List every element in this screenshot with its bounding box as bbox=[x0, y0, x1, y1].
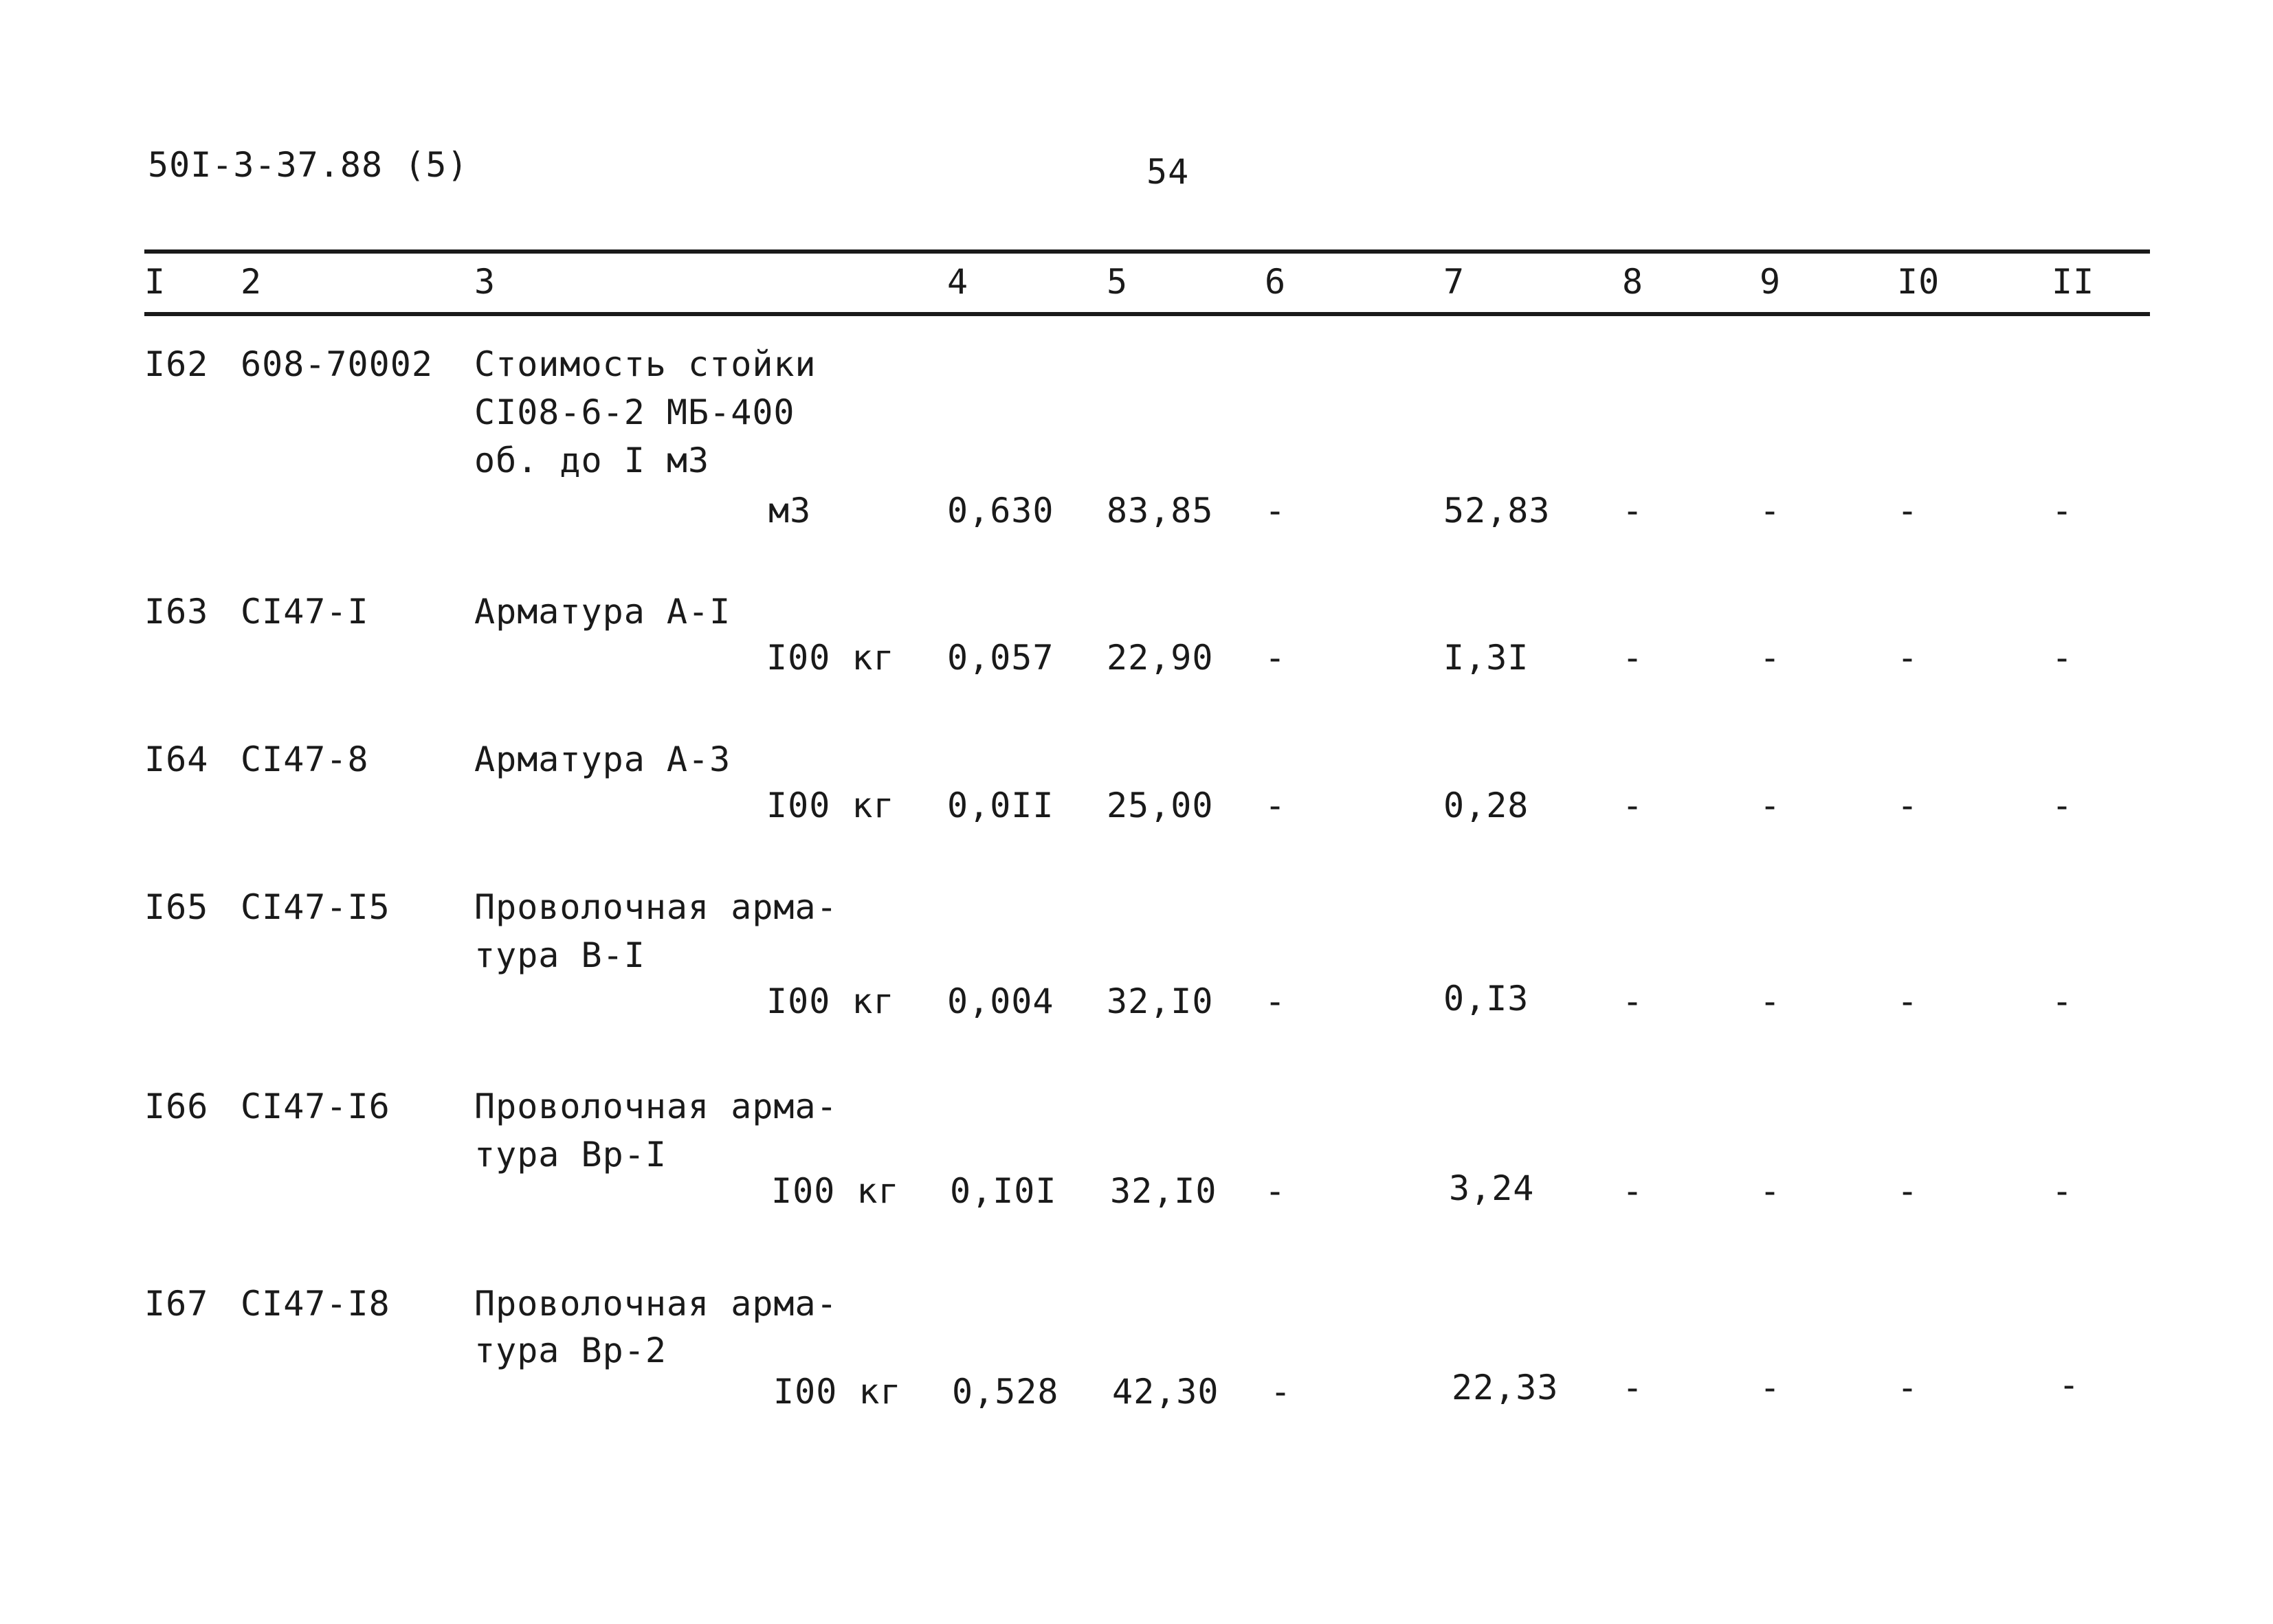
row-col-8: - bbox=[1622, 1171, 1644, 1211]
row-unit: I00 кг bbox=[766, 786, 895, 825]
column-header-5: 5 bbox=[1107, 262, 1129, 302]
row-description-line: Арматура А-3 bbox=[474, 739, 731, 779]
column-header-10: I0 bbox=[1897, 262, 1940, 302]
document-code: 50I-3-37.88 (5) bbox=[148, 145, 469, 185]
row-code: СI47-I5 bbox=[241, 887, 390, 927]
row-unit: I00 кг bbox=[766, 638, 895, 678]
row-col-10: - bbox=[1897, 981, 1919, 1021]
row-number: I67 bbox=[144, 1284, 209, 1324]
row-col-6: - bbox=[1265, 491, 1287, 531]
row-col-9: - bbox=[1760, 1171, 1782, 1211]
row-total: 3,24 bbox=[1449, 1168, 1535, 1208]
row-total: 22,33 bbox=[1452, 1368, 1559, 1408]
row-col-8: - bbox=[1622, 638, 1644, 678]
row-col-9: - bbox=[1760, 638, 1782, 678]
row-col-9: - bbox=[1760, 491, 1782, 531]
column-header-9: 9 bbox=[1760, 262, 1782, 302]
row-description-line: тура В-I bbox=[474, 935, 645, 975]
row-quantity: 0,057 bbox=[947, 638, 1054, 678]
row-col-11: - bbox=[2052, 981, 2074, 1021]
row-code: СI47-I8 bbox=[241, 1284, 390, 1324]
row-quantity: 0,0II bbox=[947, 786, 1054, 825]
column-header-4: 4 bbox=[947, 262, 969, 302]
row-col-11: - bbox=[2052, 1171, 2074, 1211]
row-description-line: Стоимость стойки bbox=[474, 344, 817, 384]
row-description-line: тура Вр-I bbox=[474, 1135, 667, 1175]
column-header-3: 3 bbox=[474, 262, 496, 302]
column-header-7: 7 bbox=[1443, 262, 1465, 302]
row-description-line: тура Вр-2 bbox=[474, 1331, 667, 1370]
row-description-line: об. до I м3 bbox=[474, 441, 710, 480]
row-col-9: - bbox=[1760, 981, 1782, 1021]
row-code: 608-70002 bbox=[241, 344, 433, 384]
table-header-rule bbox=[144, 312, 2150, 316]
column-header-6: 6 bbox=[1265, 262, 1287, 302]
row-col-10: - bbox=[1897, 1368, 1919, 1408]
row-col-11: - bbox=[2052, 491, 2074, 531]
column-header-11: II bbox=[2052, 262, 2095, 302]
row-description-line: Проволочная арма- bbox=[474, 887, 838, 927]
row-unit-price: 83,85 bbox=[1107, 491, 1214, 531]
row-col-6: - bbox=[1265, 786, 1287, 825]
row-col-8: - bbox=[1622, 786, 1644, 825]
row-col-10: - bbox=[1897, 786, 1919, 825]
row-unit-price: 32,I0 bbox=[1107, 981, 1214, 1021]
row-description-line: Проволочная арма- bbox=[474, 1087, 838, 1126]
row-col-11: - bbox=[2052, 786, 2074, 825]
row-unit: м3 bbox=[768, 491, 812, 531]
row-number: I62 bbox=[144, 344, 209, 384]
row-unit-price: 42,30 bbox=[1112, 1372, 1219, 1412]
row-unit: I00 кг bbox=[766, 981, 895, 1021]
row-total: I,3I bbox=[1443, 638, 1529, 678]
column-header-1: I bbox=[144, 262, 166, 302]
row-col-6: - bbox=[1265, 1171, 1287, 1211]
row-unit: I00 кг bbox=[771, 1171, 900, 1211]
row-unit: I00 кг bbox=[773, 1372, 902, 1412]
row-col-6: - bbox=[1265, 638, 1287, 678]
table-top-rule bbox=[144, 249, 2150, 254]
row-unit-price: 32,I0 bbox=[1110, 1171, 1217, 1211]
row-total: 0,I3 bbox=[1443, 979, 1529, 1019]
column-header-8: 8 bbox=[1622, 262, 1644, 302]
row-number: I65 bbox=[144, 887, 209, 927]
row-number: I64 bbox=[144, 739, 209, 779]
row-col-11: - bbox=[2059, 1365, 2081, 1405]
row-code: СI47-I bbox=[241, 592, 369, 632]
page-number: 54 bbox=[1146, 152, 1190, 192]
row-col-10: - bbox=[1897, 1171, 1919, 1211]
row-col-8: - bbox=[1622, 491, 1644, 531]
row-number: I63 bbox=[144, 592, 209, 632]
row-col-9: - bbox=[1760, 786, 1782, 825]
row-description-line: Арматура А-I bbox=[474, 592, 731, 632]
row-unit-price: 22,90 bbox=[1107, 638, 1214, 678]
row-description-line: Проволочная арма- bbox=[474, 1284, 838, 1324]
row-total: 52,83 bbox=[1443, 491, 1551, 531]
row-col-10: - bbox=[1897, 491, 1919, 531]
row-description-line: СI08-6-2 МБ-400 bbox=[474, 392, 795, 432]
row-quantity: 0,I0I bbox=[950, 1171, 1057, 1211]
row-col-9: - bbox=[1760, 1368, 1782, 1408]
row-unit-price: 25,00 bbox=[1107, 786, 1214, 825]
row-code: СI47-I6 bbox=[241, 1087, 390, 1126]
row-col-6: - bbox=[1270, 1372, 1292, 1412]
row-quantity: 0,630 bbox=[947, 491, 1054, 531]
row-col-8: - bbox=[1622, 1368, 1644, 1408]
row-total: 0,28 bbox=[1443, 786, 1529, 825]
row-quantity: 0,004 bbox=[947, 981, 1054, 1021]
row-col-8: - bbox=[1622, 981, 1644, 1021]
row-code: СI47-8 bbox=[241, 739, 369, 779]
row-col-11: - bbox=[2052, 638, 2074, 678]
row-quantity: 0,528 bbox=[952, 1372, 1059, 1412]
row-col-6: - bbox=[1265, 981, 1287, 1021]
row-col-10: - bbox=[1897, 638, 1919, 678]
column-header-2: 2 bbox=[241, 262, 263, 302]
row-number: I66 bbox=[144, 1087, 209, 1126]
